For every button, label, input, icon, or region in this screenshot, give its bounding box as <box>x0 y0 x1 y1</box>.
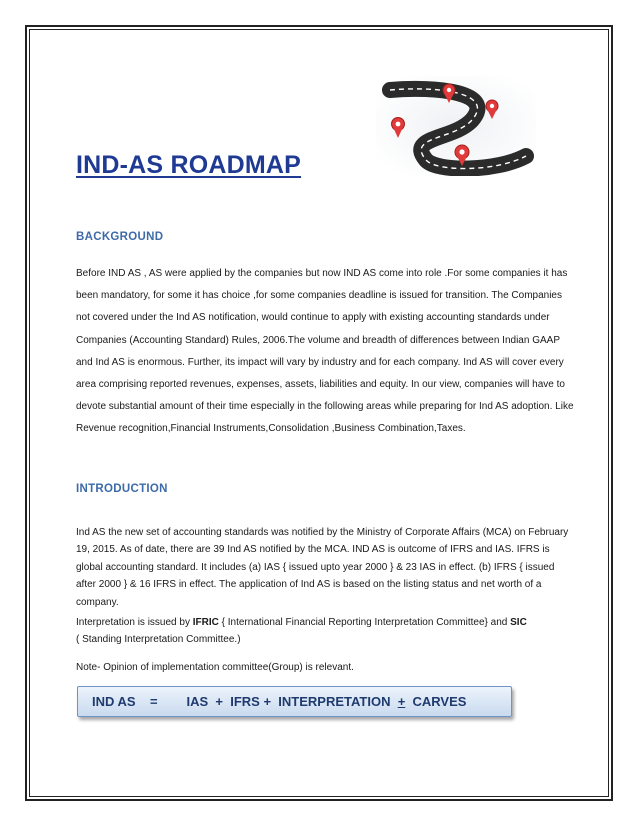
introduction-paragraph: Ind AS the new set of accounting standards was notified by the Ministry of Corporate Affairs (MCA) on February 19, 2015. As of date, there are 39 Ind AS notified by the MCA. IND AS is outcome of IFRS and IAS. IFRS is global accounting standard. It includes (a) IAS { issued upto year 2000 } & 23 IAS in effect. (b) IFRS { issued after 2000 } & 16 IFRS in effect. The application of Ind AS is based on the listing status and net worth of a company. <box>76 527 569 608</box>
ifric-definition: { International Financial Reporting Interpretation Committee} and <box>218 617 511 628</box>
interpretation-prefix: Interpretation is issued by <box>76 617 193 628</box>
formula-rhs-terms: IAS + IFRS + INTERPRETATION <box>186 694 398 709</box>
sic-definition: ( Standing Interpretation Committee.) <box>76 634 241 646</box>
formula-equals: = <box>150 694 158 709</box>
sic-term: SIC <box>510 617 527 628</box>
roadmap-road-illustration <box>376 76 536 176</box>
introduction-heading: INTRODUCTION <box>76 483 168 495</box>
background-heading: BACKGROUND <box>76 231 164 243</box>
background-paragraph: Before IND AS , AS were applied by the companies but now IND AS come into role .For some companies it has been mandatory, for some it has choice ,for some companies deadline is issued for transition. The Companies not covered under the Ind AS notification, would continue to apply with existing accounting standards under Companies (Accounting Standard) Rules, 2006.The volume and breadth of differences between Indian GAAP and Ind AS is enormous. Further, its impact will vary by industry and for each company. Ind AS will cover every area comprising reported revenues, expenses, assets, liabilities and equity. In our view, companies will have to devote substantial amount of their time especially in the following areas while preparing for Ind AS adoption. Like Revenue recognition,Financial Instruments,Consolidation ,Business Combination,Taxes. <box>76 268 574 435</box>
formula-lhs: IND AS <box>92 694 136 709</box>
ifric-term: IFRIC <box>192 617 219 628</box>
note-paragraph: Note- Opinion of implementation committee(Group) is relevant. <box>76 662 354 673</box>
formula-carves: CARVES <box>405 694 467 709</box>
page-title: IND-AS ROADMAP <box>76 151 302 179</box>
interpretation-paragraph <box>76 614 576 649</box>
ind-as-formula-box <box>77 686 512 717</box>
formula-plus-minus: + <box>397 694 406 709</box>
